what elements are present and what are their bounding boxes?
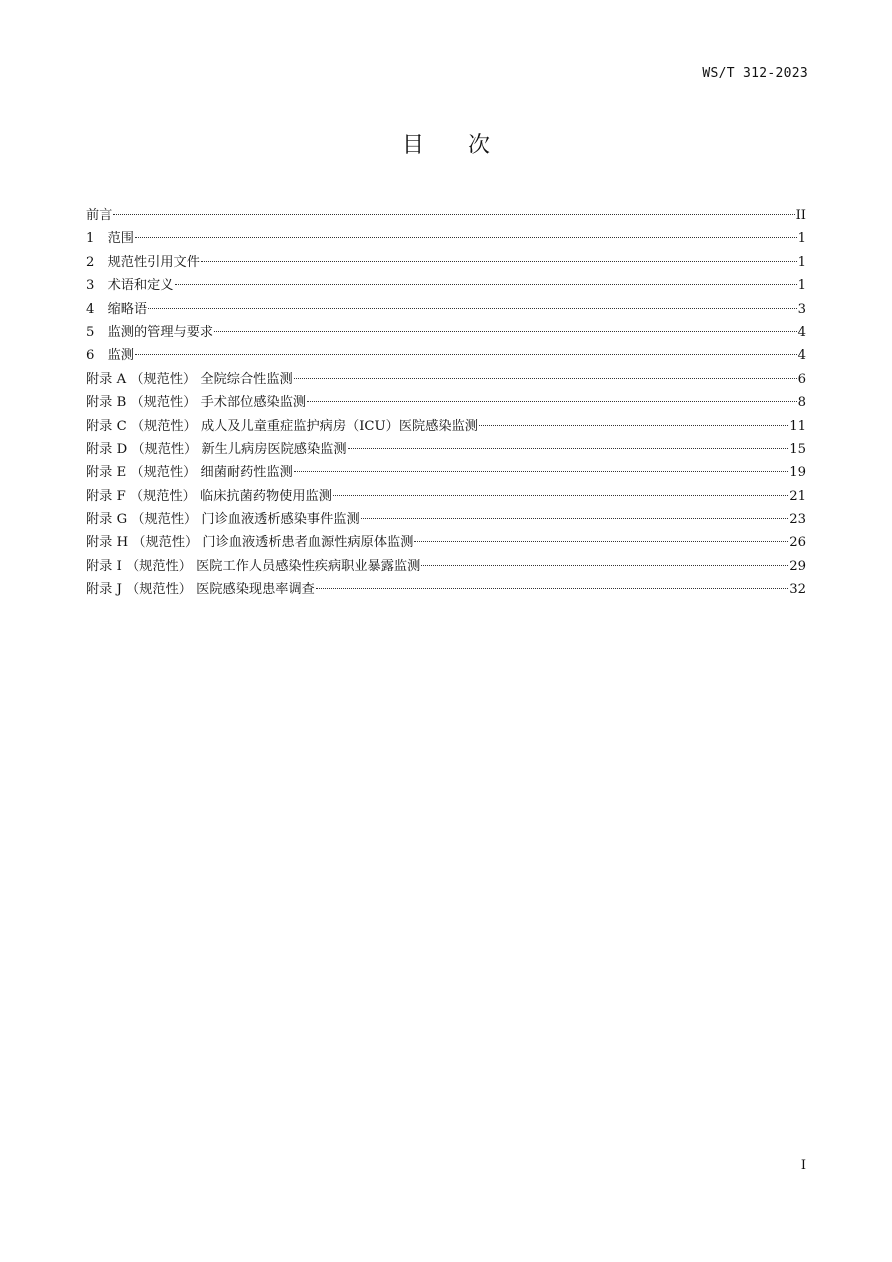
toc-entry-page: 8 <box>797 395 806 411</box>
toc-entry-label: 1 范围 <box>86 231 134 247</box>
toc-leader-dots <box>135 237 797 238</box>
toc-entry-label: 前言 <box>86 208 113 223</box>
toc-entry[interactable] <box>86 438 806 461</box>
toc-leader-dots <box>316 588 788 589</box>
toc-entry-page: 4 <box>797 348 806 364</box>
toc-entry-page: 26 <box>789 535 806 551</box>
toc-leader-dots <box>135 354 797 355</box>
toc-entry-page: 1 <box>797 254 806 270</box>
toc-entry-label: 6 监测 <box>86 348 134 364</box>
toc-entry-page: 6 <box>797 371 806 387</box>
toc-entry[interactable] <box>86 368 806 391</box>
toc-entry[interactable] <box>86 274 806 297</box>
toc-leader-dots <box>214 331 797 332</box>
toc-leader-dots <box>348 448 789 449</box>
toc-entry[interactable] <box>86 391 806 414</box>
toc-leader-dots <box>148 308 796 309</box>
toc-entry[interactable] <box>86 531 806 554</box>
toc-entry[interactable] <box>86 227 806 250</box>
toc-entry-page: 15 <box>789 441 806 457</box>
toc-entry-label: 附录 C （规范性） 成人及儿童重症监护病房（ICU）医院感染监测 <box>86 418 478 434</box>
toc-entry-label: 附录 E （规范性） 细菌耐药性监测 <box>86 465 293 481</box>
toc-entry-page: 1 <box>797 231 806 247</box>
toc-entry-page: 32 <box>789 582 806 598</box>
toc-entry-page: 19 <box>789 465 806 481</box>
toc-entry-label: 5 监测的管理与要求 <box>86 324 214 340</box>
toc-entry-page: 1 <box>797 278 806 294</box>
title-char-2: 次 <box>468 133 491 158</box>
toc-entry-page: 11 <box>789 418 806 434</box>
toc-entry-page: 29 <box>789 558 806 574</box>
toc-entry-label: 4 缩略语 <box>86 301 148 317</box>
toc-entry-page: 4 <box>797 324 806 340</box>
toc-leader-dots <box>479 425 788 426</box>
toc-leader-dots <box>201 261 797 262</box>
toc-leader-dots <box>414 541 788 542</box>
toc-entry-label: 附录 G （规范性） 门诊血液透析感染事件监测 <box>86 512 360 528</box>
toc-leader-dots <box>361 518 789 519</box>
toc-entry[interactable] <box>86 578 806 601</box>
toc-entry[interactable] <box>86 251 806 274</box>
toc-entry-label: 附录 A （规范性） 全院综合性监测 <box>86 371 293 387</box>
toc-entry-label: 附录 H （规范性） 门诊血液透析患者血源性病原体监测 <box>86 535 414 551</box>
toc-entry-label: 3 术语和定义 <box>86 278 174 294</box>
toc-leader-dots <box>333 495 788 496</box>
toc-entry-label: 附录 F （规范性） 临床抗菌药物使用监测 <box>86 488 332 504</box>
toc-entry[interactable] <box>86 415 806 438</box>
toc-entry[interactable] <box>86 344 806 367</box>
toc-entry[interactable] <box>86 321 806 344</box>
page-title <box>0 128 892 159</box>
toc-entry-label: 附录 I （规范性） 医院工作人员感染性疾病职业暴露监测 <box>86 558 421 574</box>
toc-entry-label: 附录 B （规范性） 手术部位感染监测 <box>86 395 307 411</box>
toc-leader-dots <box>113 214 794 215</box>
toc-leader-dots <box>294 378 797 379</box>
toc-entry[interactable] <box>86 508 806 531</box>
toc-entry-label: 附录 J （规范性） 医院感染现患率调查 <box>86 582 315 598</box>
toc-entry-label: 2 规范性引用文件 <box>86 254 200 270</box>
title-char-1: 目 <box>401 133 424 158</box>
page-number: I <box>800 1158 806 1173</box>
toc-entry-page: 3 <box>797 301 806 317</box>
toc-leader-dots <box>307 401 797 402</box>
toc-entry[interactable] <box>86 485 806 508</box>
toc-entry[interactable] <box>86 555 806 578</box>
document-code: WS/T 312-2023 <box>702 66 808 81</box>
toc-leader-dots <box>294 471 788 472</box>
toc-entry[interactable] <box>86 461 806 484</box>
toc-entry-label: 附录 D （规范性） 新生儿病房医院感染监测 <box>86 441 347 457</box>
toc-leader-dots <box>175 284 797 285</box>
toc-entry[interactable] <box>86 298 806 321</box>
table-of-contents <box>86 204 806 602</box>
toc-entry-page: 23 <box>789 512 806 528</box>
toc-entry[interactable] <box>86 204 806 227</box>
toc-entry-page: II <box>795 208 806 223</box>
toc-entry-page: 21 <box>789 488 806 504</box>
toc-leader-dots <box>421 565 788 566</box>
